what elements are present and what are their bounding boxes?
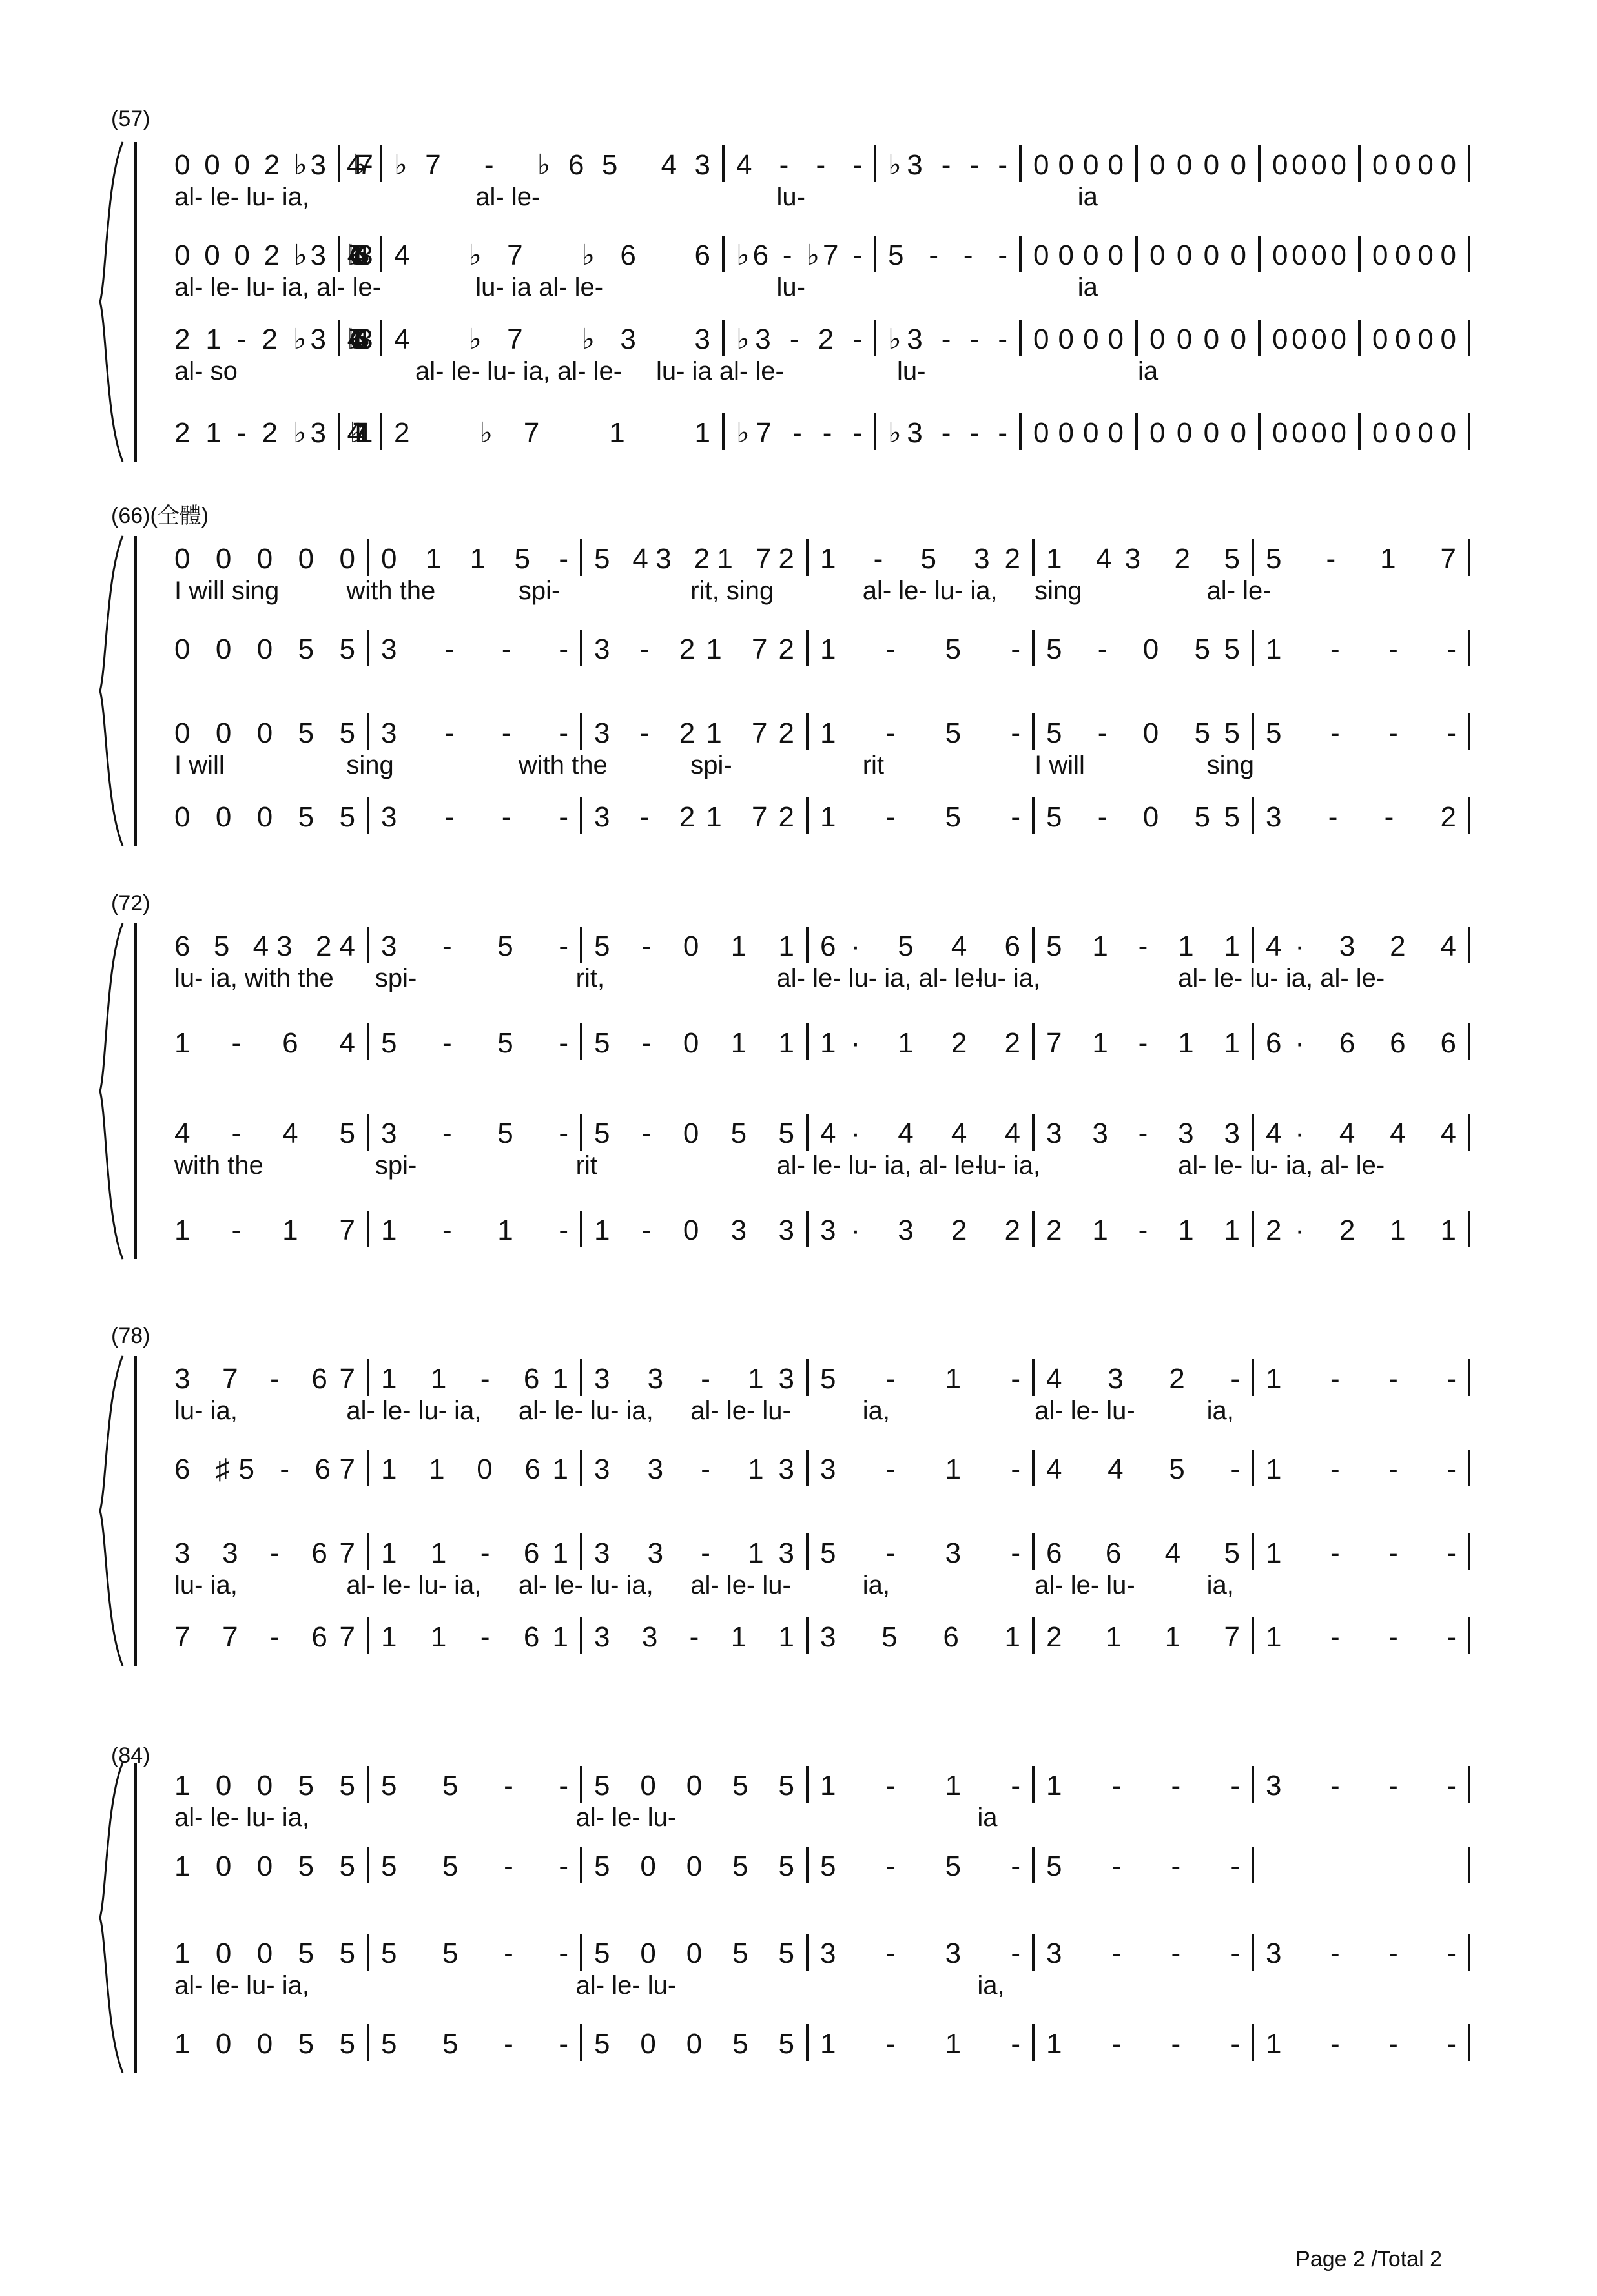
measure-notes: 1 0 0 5 5 (174, 2028, 355, 2060)
measure-notes: 1 - - - (1266, 1621, 1456, 1653)
system-brace (100, 1763, 123, 2073)
measure-notes: 1 - 5 - (820, 717, 1020, 749)
measure-notes: 4 ♭7 ♭65 43 (347, 240, 373, 271)
measure-notes: 0000 (1033, 240, 1124, 271)
measure-notes: 4 ♭7 ♭65 43 (347, 323, 373, 355)
measure-notes: 4· 4 4 4 (820, 1118, 1020, 1149)
measure-notes: 3 - 5 - (381, 1118, 568, 1149)
measure-notes: 0000 (1033, 417, 1124, 449)
measure-notes: 0 0 0 5 5 (174, 633, 355, 665)
measure-notes: 1 - 5 - (820, 801, 1020, 833)
lyric-syllables: rit, (575, 964, 605, 992)
lyric-syllables: al- le- lu- ia, (518, 1397, 654, 1425)
measure-notes: 0000 (1372, 240, 1456, 271)
lyric-syllables: ia, (862, 1397, 890, 1425)
measure-notes: 5 - 0 1 1 (594, 1027, 794, 1059)
measure-notes: 3 - 3 - (820, 1938, 1020, 1969)
system-label: (78) (111, 1324, 150, 1348)
lyric-syllables: spi- (518, 577, 561, 605)
system-label: (66)(全體) (111, 504, 209, 528)
measure-notes: 0000 (1272, 417, 1346, 449)
measure-notes: ♭3 - - - (888, 323, 1007, 355)
measure-notes: 0000 (1033, 149, 1124, 181)
lyric-syllables: I will (1035, 751, 1085, 779)
lyric-syllables: lu- ia al- le- (656, 357, 784, 385)
measure-notes: 3 - 21 72 (594, 633, 794, 665)
lyric-syllables: with the (346, 577, 436, 605)
measure-notes: 0000 (1149, 240, 1246, 271)
measure-notes: 0 0 0 2 ♭3 (174, 240, 326, 271)
lyric-syllables: ia, (1206, 1571, 1234, 1599)
measure-notes: 3 - 5 - (381, 930, 568, 962)
lyric-syllables: lu- ia, with the (174, 964, 334, 992)
lyric-syllables: with the (174, 1151, 263, 1180)
measure-notes: 2 1 - 2 ♭3 (174, 323, 326, 355)
measure-notes: 2 1 1 7 (1046, 1621, 1240, 1653)
measure-notes: 3 3 - 13 (594, 1363, 794, 1395)
measure-notes: 0000 (1372, 149, 1456, 181)
lyric-syllables: al- le- lu- (1035, 1571, 1135, 1599)
measure-notes: 0000 (1272, 149, 1346, 181)
measure-notes: 1 0 0 5 5 (174, 1770, 355, 1801)
lyric-syllables: ia, (1206, 1397, 1234, 1425)
page-number: Page 2 /Total 2 (1295, 2247, 1442, 2271)
measure-notes: 1 - 5 - (820, 633, 1020, 665)
measure-notes: 1 - 0 3 3 (594, 1215, 794, 1246)
lyric-syllables: al- le- lu- ia, (174, 1803, 309, 1832)
measure-notes: 3 - - - (1046, 1938, 1240, 1969)
lyric-syllables: lu- ia, (977, 1151, 1041, 1180)
measure-notes: 3 - - - (381, 717, 568, 749)
measure-notes: 0000 (1272, 323, 1346, 355)
measure-notes: 5 - 1 7 (1266, 543, 1456, 575)
lyric-syllables: al- le- lu- (690, 1571, 791, 1599)
measure-notes: 1 - - - (1266, 1453, 1456, 1485)
measure-notes: 1 - - - (1046, 1770, 1240, 1801)
measure-notes: 4 ♭7 ♭6 6 (394, 240, 710, 271)
system-brace (100, 536, 123, 846)
lyric-syllables: lu- (776, 183, 805, 211)
measure-notes: 7 7 - 67 (174, 1621, 355, 1653)
measure-notes: 1 1 0 61 (381, 1453, 568, 1485)
measure-notes: 4 ♭7 1 1 (347, 417, 373, 449)
measure-notes: 3 3 - 1 1 (594, 1621, 794, 1653)
measure-notes: 5 0 0 5 5 (594, 1770, 794, 1801)
measure-notes: 0000 (1149, 417, 1246, 449)
measure-notes: ♭7 - - - (736, 417, 862, 449)
measure-notes: 4· 3 2 4 (1266, 930, 1456, 962)
lyric-syllables: lu- ia al- le- (475, 273, 604, 302)
lyric-syllables: ia (1077, 183, 1098, 211)
lyric-syllables: ia (1138, 357, 1159, 385)
measure-notes: 0 0 0 5 5 (174, 801, 355, 833)
measure-notes: 5 - 1 - (820, 1363, 1020, 1395)
measure-notes: 4 4 5 - (1046, 1453, 1240, 1485)
measure-notes: 6 5 43 24 (174, 930, 355, 962)
note-layer (174, 149, 1456, 2060)
measure-notes: 1 - - - (1046, 2028, 1240, 2060)
lyric-syllables: al- le- lu- ia, (518, 1571, 654, 1599)
measure-notes: ♭3 - 2 - (736, 323, 862, 355)
system-label: (84) (111, 1743, 150, 1768)
measure-notes: 3 - - - (1266, 1770, 1456, 1801)
measure-notes: 3 3 - 67 (174, 1537, 355, 1569)
measure-notes: 6· 6 6 6 (1266, 1027, 1456, 1059)
measure-notes: 4· 4 4 4 (1266, 1118, 1456, 1149)
measure-notes: 5 - - - (1046, 1850, 1240, 1882)
measure-notes: 4 - - - (736, 149, 862, 181)
measure-notes: 1 - 1 - (381, 1215, 568, 1246)
measure-notes: 5 1 - 1 1 (1046, 930, 1240, 962)
measure-notes: 1 0 0 5 5 (174, 1938, 355, 1969)
measure-notes: 5 - 5 - (381, 1027, 568, 1059)
measure-notes: 2· 2 1 1 (1266, 1215, 1456, 1246)
lyric-syllables: I will (174, 751, 225, 779)
lyric-syllables: sing (1035, 577, 1082, 605)
measure-notes: 5 - - - (888, 240, 1007, 271)
lyric-syllables: ia (1077, 273, 1098, 302)
lyric-syllables: al- le- lu- ia, al- le- (415, 357, 623, 385)
measure-notes: 1 - 1 7 (174, 1215, 355, 1246)
measure-notes: 4 - 4 5 (174, 1118, 355, 1149)
lyric-syllables: al- le- lu- (1035, 1397, 1135, 1425)
measure-notes: 0000 (1372, 323, 1456, 355)
measure-notes: 3 - 21 72 (594, 801, 794, 833)
measure-notes: 0000 (1033, 323, 1124, 355)
system-label: (72) (111, 891, 150, 916)
measure-notes: 3 - - - (381, 633, 568, 665)
measure-notes: 5 - 0 5 5 (594, 1118, 794, 1149)
measure-notes: 1 - - - (1266, 1537, 1456, 1569)
lyric-syllables: sing (346, 751, 394, 779)
measure-notes: 4 ♭7 - - (347, 149, 373, 181)
lyric-syllables: spi- (690, 751, 732, 779)
measure-notes: 3 3 - 13 (594, 1453, 794, 1485)
lyric-syllables: al- le- lu- (575, 1971, 677, 2000)
lyric-syllables: al- le- lu- ia, al- le- (1178, 1151, 1385, 1180)
measure-notes: 5 - 0 55 (1046, 717, 1240, 749)
measure-notes: 2 ♭7 1 1 (394, 417, 710, 449)
measure-notes: 5 - 0 1 1 (594, 930, 794, 962)
measure-notes: 5 43 21 72 (594, 543, 794, 575)
lyric-syllables: I will sing (174, 577, 280, 605)
lyric-syllables: lu- (776, 273, 805, 302)
lyric-syllables: ia, (977, 1971, 1005, 2000)
measure-notes: 6 6 4 5 (1046, 1537, 1240, 1569)
measure-notes: 1 1 - 61 (381, 1621, 568, 1653)
measure-notes: 5 - 5 - (820, 1850, 1020, 1882)
lyric-syllables: al- le- lu- (690, 1397, 791, 1425)
lyric-syllables: sing (1206, 751, 1254, 779)
measure-notes: 3· 3 2 2 (820, 1215, 1020, 1246)
lyric-syllables: al- so (174, 357, 238, 385)
lyric-syllables: al- le- lu- ia, (174, 1971, 309, 2000)
measure-notes: 1 - - - (1266, 633, 1456, 665)
measure-notes: 2 1 - 2 ♭3 (174, 417, 326, 449)
measure-notes: 0000 (1272, 240, 1346, 271)
measure-notes: 1· 1 2 2 (820, 1027, 1020, 1059)
lyric-syllables: al- le- lu- ia, (862, 577, 998, 605)
measure-notes: 3 7 - 67 (174, 1363, 355, 1395)
measure-notes: ♭3 - - - (888, 417, 1007, 449)
measure-notes: 3 - 1 - (820, 1453, 1020, 1485)
measure-notes: 5 - 0 55 (1046, 801, 1240, 833)
measure-notes: 5 0 0 5 5 (594, 1850, 794, 1882)
measure-notes: 3 3 - 13 (594, 1537, 794, 1569)
lyric-syllables: al- le- lu- ia, al- le- (1178, 964, 1385, 992)
measure-notes: 5 - - - (1266, 717, 1456, 749)
measure-notes: 5 5 - - (381, 1938, 568, 1969)
lyric-syllables: with the (518, 751, 608, 779)
measure-notes: ♭6 - ♭7 - (736, 240, 862, 271)
lyric-syllables: al- le- lu- ia, (174, 183, 309, 211)
measure-notes: 0000 (1149, 149, 1246, 181)
system-brace (100, 142, 123, 462)
lyric-syllables: spi- (375, 1151, 417, 1180)
measure-notes: 0000 (1149, 323, 1246, 355)
lyric-syllables: spi- (375, 964, 417, 992)
measure-notes: 3 - - 2 (1266, 801, 1456, 833)
lyric-layer (174, 183, 1385, 2000)
measure-notes: 5 5 - - (381, 2028, 568, 2060)
lyric-syllables: rit (575, 1151, 597, 1180)
lyric-syllables: lu- ia, (977, 964, 1041, 992)
measure-notes: 0 0 0 2 ♭3 (174, 149, 326, 181)
measure-notes: 3 - 21 72 (594, 717, 794, 749)
measure-notes: 3 - - - (1266, 1938, 1456, 1969)
measure-notes: 7 1 - 1 1 (1046, 1027, 1240, 1059)
measure-notes: ♭3 - - - (888, 149, 1007, 181)
system-label: (57) (111, 107, 150, 131)
lyric-syllables: al- le- lu- ia, (346, 1571, 482, 1599)
measure-notes: 4 ♭7 ♭3 3 (394, 323, 710, 355)
measure-notes: 1 - 1 - (820, 1770, 1020, 1801)
measure-notes: 2 1 - 1 1 (1046, 1215, 1240, 1246)
lyric-syllables: rit, sing (690, 577, 774, 605)
measure-notes: 5 - 3 - (820, 1537, 1020, 1569)
measure-notes: 0000 (1372, 417, 1456, 449)
measure-notes: 5 0 0 5 5 (594, 1938, 794, 1969)
lyric-syllables: al- le- lu- (575, 1803, 677, 1832)
measure-notes: 5 - 0 55 (1046, 633, 1240, 665)
lyric-syllables: al- le- (475, 183, 541, 211)
measure-notes: 5 5 - - (381, 1850, 568, 1882)
measure-notes: 3 3 - 3 3 (1046, 1118, 1240, 1149)
measure-notes: 1 0 0 5 5 (174, 1850, 355, 1882)
lyric-syllables: rit (862, 751, 885, 779)
lyric-syllables: ia, (862, 1571, 890, 1599)
system-labels (111, 107, 209, 1768)
lyric-syllables: al- le- lu- ia, al- le- (776, 964, 984, 992)
measure-notes: 1 1 - 61 (381, 1537, 568, 1569)
measure-notes: ♭7 - ♭65 43 (394, 149, 710, 181)
measure-notes: 1 1 - 61 (381, 1363, 568, 1395)
measure-notes: 6 ♯5 - 67 (174, 1453, 355, 1485)
measure-notes: 3 - - - (381, 801, 568, 833)
measure-notes: 0 0 0 5 5 (174, 717, 355, 749)
measure-notes: 1 - - - (1266, 1363, 1456, 1395)
measure-notes: 5 5 - - (381, 1770, 568, 1801)
measure-notes: 1 - 1 - (820, 2028, 1020, 2060)
measure-notes: 1 - 5 32 (820, 543, 1020, 575)
measure-notes: 0 0 0 0 0 (174, 543, 355, 575)
lyric-syllables: lu- (897, 357, 926, 385)
lyric-syllables: al- le- (1206, 577, 1272, 605)
system-brace (100, 923, 123, 1259)
lyric-syllables: al- le- lu- ia, al- le- (174, 273, 382, 302)
measure-notes: 1 - 6 4 (174, 1027, 355, 1059)
lyric-syllables: al- le- lu- ia, al- le- (776, 1151, 984, 1180)
measure-notes: 1 43 2 5 (1046, 543, 1240, 575)
measure-notes: 6· 5 4 6 (820, 930, 1020, 962)
lyric-syllables: lu- ia, (174, 1397, 238, 1425)
measure-notes: 4 3 2 - (1046, 1363, 1240, 1395)
measure-notes: 0 1 1 5 - (381, 543, 568, 575)
measure-notes: 5 0 0 5 5 (594, 2028, 794, 2060)
lyric-syllables: lu- ia, (174, 1571, 238, 1599)
measure-notes: 3 5 6 1 (820, 1621, 1020, 1653)
measure-notes: 1 - - - (1266, 2028, 1456, 2060)
lyric-syllables: al- le- lu- ia, (346, 1397, 482, 1425)
lyric-syllables: ia (977, 1803, 998, 1832)
system-brace (100, 1356, 123, 1666)
